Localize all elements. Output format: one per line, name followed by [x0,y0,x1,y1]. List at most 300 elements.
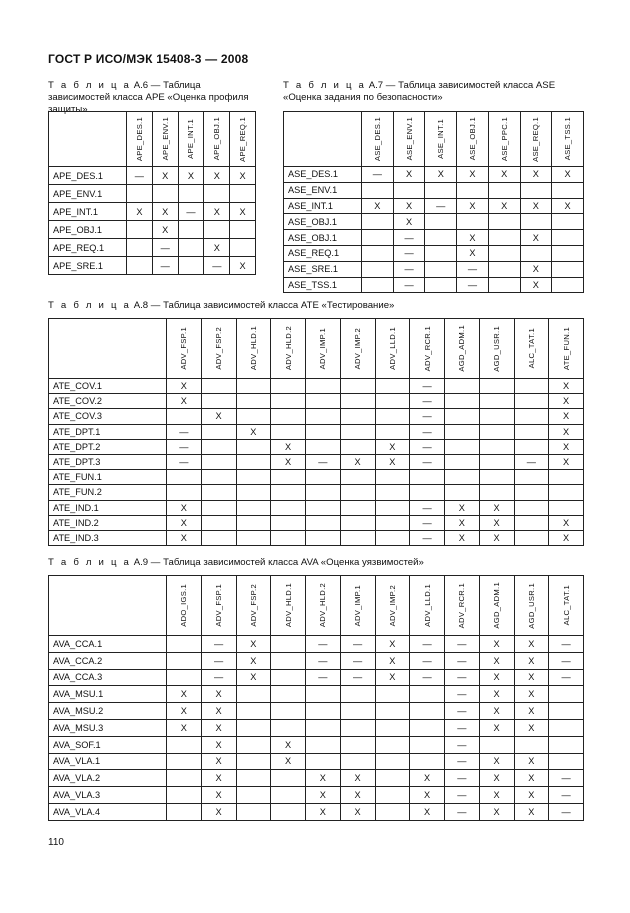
table-row [49,424,584,439]
dependency-cell [306,753,341,770]
dependency-cell [445,439,480,454]
dependency-cell: X [520,198,552,214]
dependency-cell [178,257,204,275]
dependency-cell [410,686,445,703]
dependency-cell: — [306,454,341,469]
column-header [445,576,480,636]
column-header [393,112,425,167]
dependency-cell [375,394,410,409]
dependency-cell [236,485,271,500]
dependency-cell [479,394,514,409]
table-row [49,239,256,257]
dependency-cell [340,485,375,500]
dependency-cell [425,277,457,293]
dependency-cell: — [445,719,480,736]
dependency-cell [375,770,410,787]
dependency-cell [340,686,375,703]
table-row [49,394,584,409]
dependency-cell: X [204,167,230,185]
column-header [236,576,271,636]
dependency-cell: X [479,719,514,736]
dependency-cell [127,185,153,203]
dependency-cell: X [488,198,520,214]
row-label: ATE_FUN.2 [49,485,167,500]
dependency-cell [167,485,202,500]
column-header [375,576,410,636]
dependency-cell [375,686,410,703]
dependency-cell [306,379,341,394]
document-header: ГОСТ Р ИСО/МЭК 15408-3 — 2008 [48,52,249,66]
header-row [49,112,256,167]
row-label: APE_INT.1 [49,203,127,221]
row-label: ATE_COV.3 [49,409,167,424]
dependency-cell [230,185,256,203]
dependency-cell [425,214,457,230]
dependency-cell [201,530,236,545]
dependency-cell: X [340,770,375,787]
table-row [284,167,584,183]
row-label: AVA_SOF.1 [49,736,167,753]
dependency-cell [340,379,375,394]
dependency-cell: X [167,686,202,703]
dependency-cell: X [204,203,230,221]
dependency-cell: X [514,787,549,804]
dependency-cell: — [306,636,341,653]
dependency-cell: X [410,770,445,787]
dependency-cell [340,719,375,736]
column-header [236,319,271,379]
column-header [549,576,584,636]
dependency-cell [306,686,341,703]
dependency-cell: — [204,257,230,275]
dependency-cell [445,485,480,500]
column-header-label: AGD_ADM.1 [492,582,502,629]
dependency-cell: — [201,669,236,686]
dependency-cell: — [549,669,584,686]
dependency-cell: — [127,167,153,185]
column-header [167,319,202,379]
dependency-cell: X [425,167,457,183]
dependency-cell [236,803,271,820]
dependency-cell: — [549,787,584,804]
dependency-cell: X [457,245,489,261]
row-label: AVA_VLA.1 [49,753,167,770]
column-header-label: ADV_FSP.1 [214,584,224,627]
dependency-cell [340,753,375,770]
table-row [49,515,584,530]
dependency-cell: — [445,636,480,653]
dependency-cell [340,500,375,515]
dependency-cell: — [445,703,480,720]
dependency-cell [375,485,410,500]
corner-cell [49,576,167,636]
dependency-cell: — [410,515,445,530]
dependency-cell [167,753,202,770]
column-header-label: APE_OBJ.1 [212,117,222,161]
column-header-label: APE_ENV.1 [160,117,170,161]
dependency-cell [549,485,584,500]
table-row [49,703,584,720]
dependency-cell: X [375,454,410,469]
dependency-cell [410,736,445,753]
column-header [549,319,584,379]
dependency-cell [520,214,552,230]
dependency-cell: X [393,198,425,214]
column-header [306,576,341,636]
column-header-label: AGD_USR.1 [492,325,502,372]
column-header [340,319,375,379]
column-header-label: ALC_TAT.1 [561,585,571,626]
dependency-cell [167,470,202,485]
table-row [49,530,584,545]
dependency-cell: — [340,636,375,653]
column-header-label: APE_INT.1 [186,119,196,159]
dependency-cell: X [514,770,549,787]
table-a7-caption-prefix: Т а б л и ц а [283,80,367,91]
corner-cell [284,112,362,167]
dependency-cell [375,409,410,424]
dependency-cell [457,214,489,230]
dependency-cell: X [230,203,256,221]
dependency-cell: — [445,669,480,686]
dependency-cell: X [178,167,204,185]
column-header-label: ADV_FSP.2 [248,584,258,627]
dependency-cell [362,230,394,246]
column-header-label: ASE_REQ.1 [531,116,541,162]
row-label: ASE_INT.1 [284,198,362,214]
dependency-cell [425,261,457,277]
dependency-cell: X [271,736,306,753]
table-row [49,803,584,820]
dependency-cell: X [375,636,410,653]
dependency-cell: X [167,500,202,515]
dependency-cell: X [201,719,236,736]
table-row [49,439,584,454]
dependency-cell: X [549,454,584,469]
table-a8-caption [48,300,588,312]
row-label: ATE_FUN.1 [49,470,167,485]
column-header [520,112,552,167]
table-a6-caption-text: А.6 — Таблица зависимостей класса APE «Оценка профиля защиты» [48,80,249,115]
dependency-cell [514,394,549,409]
dependency-cell [167,736,202,753]
dependency-cell [362,245,394,261]
column-header [457,112,489,167]
table-row [49,203,256,221]
column-header [375,319,410,379]
column-header [204,112,230,167]
dependency-cell: — [152,257,178,275]
dependency-cell: X [445,530,480,545]
dependency-cell [236,530,271,545]
dependency-cell: X [152,167,178,185]
column-header-label: ADV_IMP.2 [387,584,397,627]
header-row [284,112,584,167]
dependency-cell [167,409,202,424]
dependency-cell [410,719,445,736]
dependency-cell [425,245,457,261]
column-header [479,576,514,636]
dependency-cell [204,185,230,203]
dependency-cell: X [201,803,236,820]
table-a9 [48,575,584,821]
dependency-cell [236,454,271,469]
row-label: AVA_CCA.2 [49,652,167,669]
dependency-cell: X [514,703,549,720]
dependency-cell: — [340,652,375,669]
dependency-cell [552,261,584,277]
dependency-cell: — [445,652,480,669]
dependency-cell [520,182,552,198]
table-a8 [48,318,584,546]
row-label: ATE_DPT.3 [49,454,167,469]
dependency-cell [127,221,153,239]
table-row [49,787,584,804]
dependency-cell [375,530,410,545]
dependency-cell: — [393,261,425,277]
dependency-cell [201,439,236,454]
column-header [410,576,445,636]
dependency-cell: X [549,394,584,409]
dependency-cell [362,261,394,277]
row-label: ATE_IND.2 [49,515,167,530]
dependency-cell: — [362,167,394,183]
dependency-cell: X [271,439,306,454]
corner-cell [49,319,167,379]
dependency-cell: X [306,770,341,787]
dependency-cell [457,182,489,198]
dependency-cell [425,182,457,198]
dependency-cell: — [201,636,236,653]
dependency-cell: X [201,753,236,770]
dependency-cell: X [520,277,552,293]
dependency-cell [552,277,584,293]
dependency-cell [549,703,584,720]
dependency-cell: — [457,277,489,293]
table-row [284,261,584,277]
dependency-cell: X [514,803,549,820]
dependency-cell [514,409,549,424]
table-row [284,230,584,246]
dependency-cell [479,454,514,469]
table-a8-caption-text: А.8 — Таблица зависимостей класса ATE «Тестирование» [131,300,395,311]
dependency-cell [362,182,394,198]
dependency-cell: X [340,454,375,469]
column-header-label: ADV_LLD.1 [422,584,432,627]
dependency-cell: X [410,787,445,804]
dependency-cell [201,515,236,530]
dependency-cell: X [204,239,230,257]
row-label: ASE_REQ.1 [284,245,362,261]
dependency-cell [236,686,271,703]
column-header [552,112,584,167]
dependency-cell [271,787,306,804]
column-header-label: ASE_INT.1 [436,119,446,159]
dependency-cell: X [549,439,584,454]
dependency-cell: X [552,198,584,214]
table-row [49,669,584,686]
dependency-cell [201,394,236,409]
dependency-cell [152,185,178,203]
dependency-cell: — [549,636,584,653]
dependency-cell [271,500,306,515]
dependency-cell [340,394,375,409]
table-a7-caption [283,80,583,104]
column-header [410,319,445,379]
dependency-cell [410,703,445,720]
dependency-cell: — [445,803,480,820]
dependency-cell [375,787,410,804]
row-label: ATE_IND.3 [49,530,167,545]
dependency-cell [230,221,256,239]
dependency-cell: X [514,686,549,703]
dependency-cell: X [340,787,375,804]
dependency-cell: X [479,703,514,720]
dependency-cell [167,770,202,787]
column-header-label: ADV_HLD.1 [283,583,293,628]
dependency-cell [306,394,341,409]
dependency-cell: X [362,198,394,214]
dependency-cell: — [410,500,445,515]
dependency-cell [479,470,514,485]
dependency-cell: X [167,703,202,720]
dependency-cell: X [271,454,306,469]
dependency-cell [167,787,202,804]
dependency-cell: — [410,394,445,409]
dependency-cell [375,515,410,530]
dependency-cell [236,719,271,736]
dependency-cell: X [457,198,489,214]
column-header-label: ATE_FUN.1 [561,326,571,371]
dependency-cell [549,686,584,703]
dependency-cell: — [410,530,445,545]
dependency-cell: X [549,379,584,394]
dependency-cell [201,485,236,500]
dependency-cell: X [375,669,410,686]
dependency-cell [549,470,584,485]
table-row [49,770,584,787]
dependency-cell [445,409,480,424]
column-header-label: ADV_RCR.1 [457,582,467,629]
table-row [49,185,256,203]
dependency-cell [236,439,271,454]
header-row [49,319,584,379]
column-header [479,319,514,379]
dependency-cell [201,424,236,439]
table-row [49,485,584,500]
dependency-cell [445,379,480,394]
dependency-cell [514,424,549,439]
column-header-label: ASE_DES.1 [372,116,382,162]
row-label: AVA_MSU.3 [49,719,167,736]
dependency-cell: — [445,686,480,703]
row-label: ATE_DPT.2 [49,439,167,454]
corner-cell [49,112,127,167]
dependency-cell: X [457,230,489,246]
table-row [49,500,584,515]
dependency-cell: X [514,669,549,686]
dependency-cell [552,182,584,198]
table-a9-caption-prefix: Т а б л и ц а [48,557,132,568]
dependency-cell [178,221,204,239]
dependency-cell: — [152,239,178,257]
dependency-cell [271,636,306,653]
column-header [201,319,236,379]
dependency-cell: X [479,652,514,669]
dependency-cell: X [552,167,584,183]
dependency-cell [362,214,394,230]
dependency-cell [306,409,341,424]
dependency-cell [549,500,584,515]
dependency-cell: — [167,439,202,454]
column-header-label: AGD_USR.1 [526,582,536,629]
dependency-cell [340,424,375,439]
dependency-cell: X [306,787,341,804]
dependency-cell: — [445,770,480,787]
dependency-cell [167,636,202,653]
dependency-cell: — [445,787,480,804]
column-header [167,576,202,636]
column-header-label: ALC_TAT.1 [526,328,536,369]
dependency-cell [236,470,271,485]
dependency-cell [488,182,520,198]
row-label: AVA_CCA.1 [49,636,167,653]
table-a7 [283,111,584,293]
column-header-label: ADO_IGS.1 [179,584,189,627]
dependency-cell [127,239,153,257]
table-a7-caption-text: А.7 — Таблица зависимостей класса ASE «Оценка задания по безопасности» [283,80,556,103]
dependency-cell: X [445,515,480,530]
dependency-cell: X [488,167,520,183]
dependency-cell: X [306,803,341,820]
dependency-cell: X [167,394,202,409]
table-row [284,214,584,230]
column-header [178,112,204,167]
dependency-cell: — [514,454,549,469]
dependency-cell: X [520,230,552,246]
row-label: ATE_DPT.1 [49,424,167,439]
table-a6 [48,111,256,275]
dependency-cell [236,736,271,753]
dependency-cell [514,515,549,530]
column-header [271,576,306,636]
dependency-cell: X [201,770,236,787]
row-label: APE_REQ.1 [49,239,127,257]
column-header-label: ADV_HLD.1 [248,326,258,371]
dependency-cell [340,470,375,485]
column-header [340,576,375,636]
dependency-cell: X [520,167,552,183]
dependency-cell: X [549,515,584,530]
dependency-cell: — [549,770,584,787]
dependency-cell [375,379,410,394]
dependency-cell: X [479,515,514,530]
dependency-cell [236,753,271,770]
dependency-cell [271,515,306,530]
column-header [271,319,306,379]
dependency-cell [549,736,584,753]
dependency-cell [271,669,306,686]
dependency-cell: X [201,409,236,424]
dependency-cell: — [340,669,375,686]
dependency-cell [306,736,341,753]
row-label: AVA_VLA.3 [49,787,167,804]
dependency-cell [479,409,514,424]
table-row [49,409,584,424]
dependency-cell [514,470,549,485]
dependency-cell [488,245,520,261]
dependency-cell [425,230,457,246]
